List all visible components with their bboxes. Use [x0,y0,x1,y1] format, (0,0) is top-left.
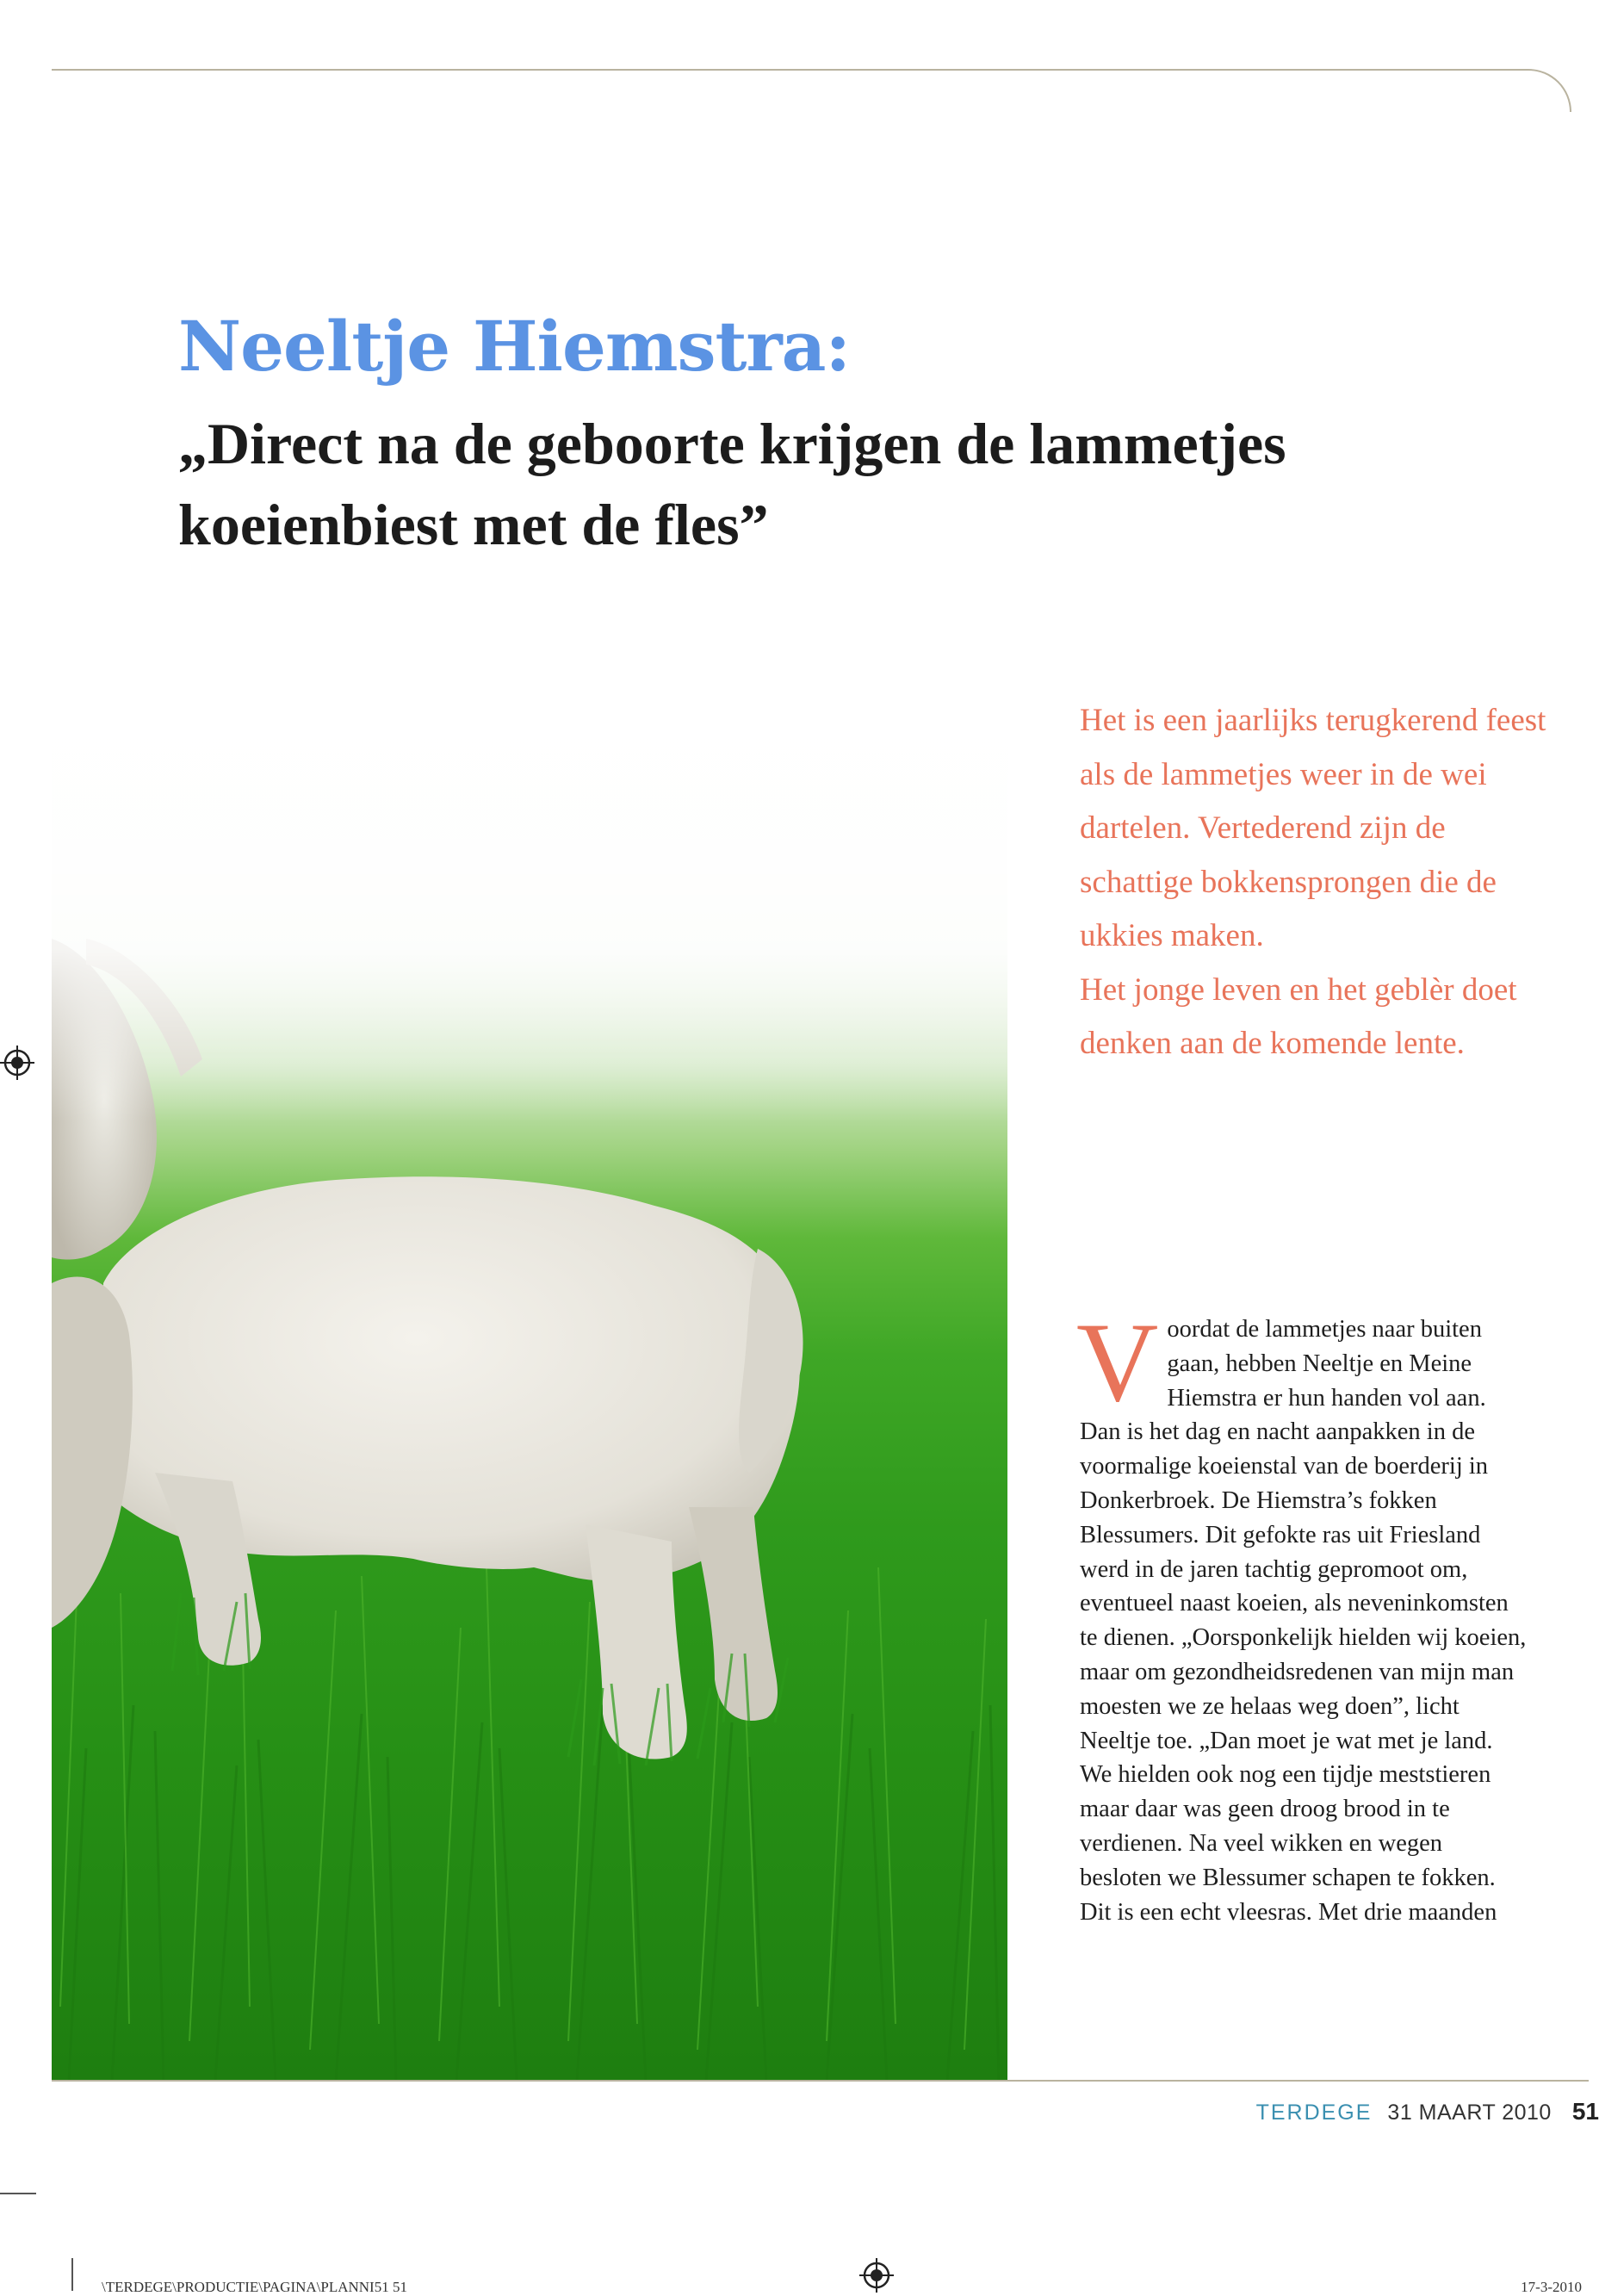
crop-mark [71,2258,73,2291]
intro-sentence-1: Het is een jaarlijks terugkerend feest als de lammetjes weer in de wei dartelen. Vertederend zijn de schattige bokkensprongen die de ukkies maken. [1080,703,1546,953]
top-frame-line [52,69,1571,112]
page-footer [1255,2098,1599,2132]
subtitle-part-2: koeienbiest met de fles” [178,492,769,557]
article-body-text: oordat de lammetjes naar buiten gaan, hebben Neeltje en Meine Hiemstra er hun handen vol aan. Dan is het dag en nacht aanpakken in de voormalige koeienstal van de boerderij in Donkerbroek. De Hiemstra’s fokken Blessumers. Dit gefokte ras uit Friesland werd in de jaren tachtig gepromoot om, eventueel naast koeien, als neveninkomsten te dienen. „Oorsponkelijk hielden wij koeien, maar om gezondheidsredenen van mijn man moesten we ze helaas weg doen”, licht Neeltje toe. „Dan moet je wat met je land. We hielden ook nog een tijdje meststieren maar daar was geen droog brood in te verdienen. Na veel wikken en wegen besloten we Blessumer schapen te fokken. Dit is een echt vleesras. Met drie maanden [1080,1316,1527,1926]
registration-mark-icon [0,1046,34,1080]
print-slug-date: 17-3-2010 [1521,2279,1582,2295]
article-body [1076,1299,1528,1929]
issue-date: 31 MAART 2010 [1387,2101,1552,2125]
magazine-name: TERDEGE [1255,2101,1373,2125]
intro-sentence-2: Het jonge leven en het geblèr doet denken aan de komende lente. [1080,971,1517,1061]
subtitle-part-1: „Direct na de geboorte krijgen de [178,411,1030,476]
page-number: 51 [1571,2098,1599,2125]
drop-cap: V [1076,1299,1159,1425]
article-subtitle [178,403,1470,565]
intro-paragraph [1080,694,1562,1071]
print-slug-path: \TERDEGE\PRODUCTIE\PAGINA\PLANNI51 51 [102,2279,407,2295]
registration-mark-icon [859,2258,894,2293]
lamb-illustration [52,629,1007,2081]
crop-mark [0,2193,36,2194]
subtitle-bold-word: lammetjes [1029,411,1286,476]
article-title: Neeltje Hiemstra: [178,306,850,387]
lamb-photo [52,629,1007,2081]
